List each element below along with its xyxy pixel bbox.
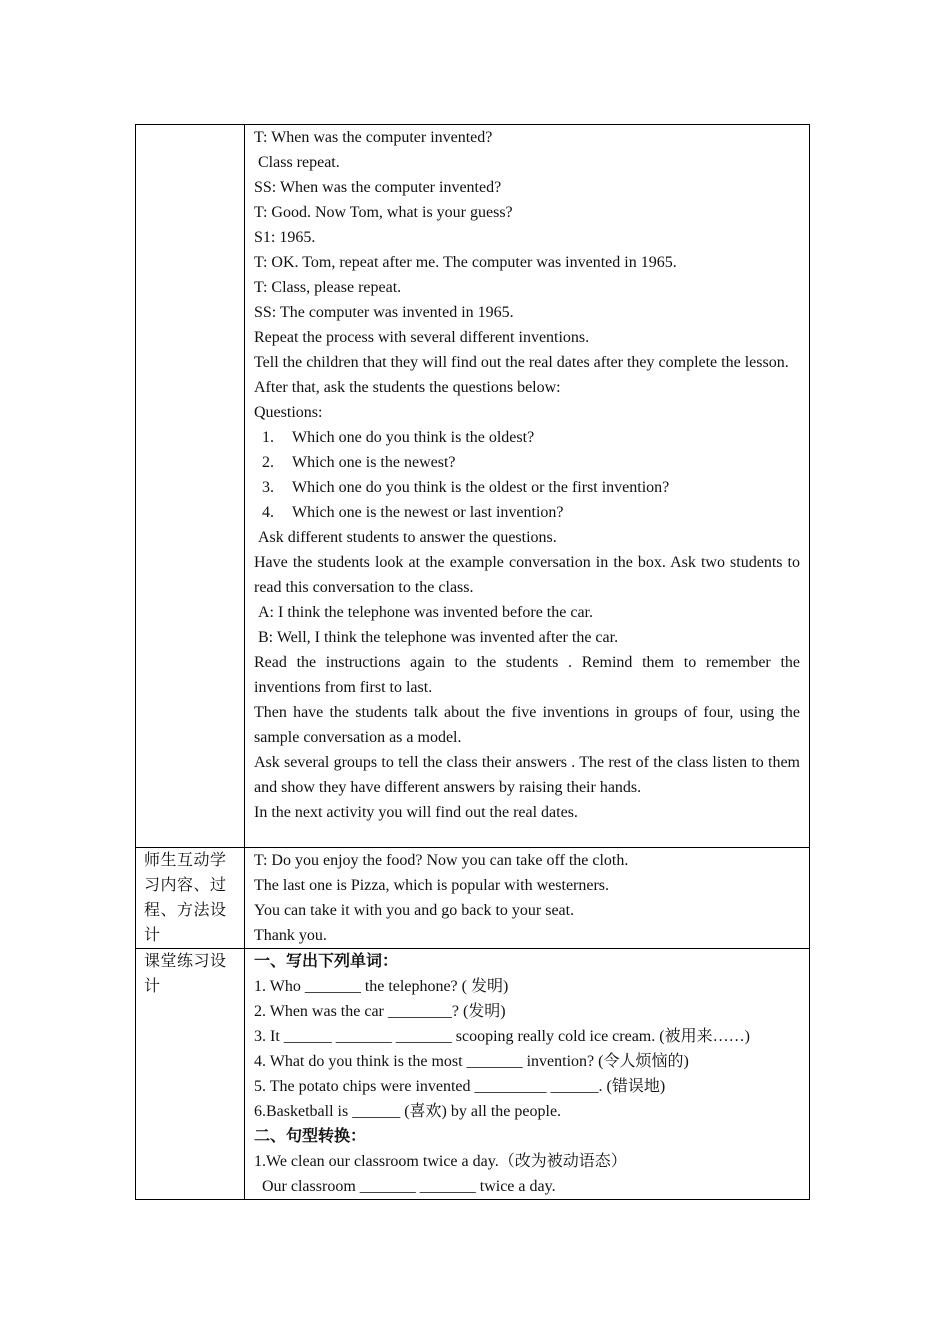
dialogue-line: SS: When was the computer invented? — [254, 179, 502, 196]
dialogue-line: SS: The computer was invented in 1965. — [254, 304, 514, 321]
row-content-cell — [245, 125, 810, 848]
exercise-item: 1.We clean our classroom twice a day.（改为被动语态） — [254, 1153, 627, 1170]
dialogue-line: T: Do you enjoy the food? Now you can take off the cloth. — [254, 852, 629, 869]
instruction-line: Read the instructions again to the students . Remind them to remember the inventions from first to last. — [254, 654, 800, 696]
row-content-cell — [245, 848, 810, 949]
row-label: 课堂练习设计 — [144, 953, 227, 995]
question-number: 3. — [262, 479, 274, 496]
exercise-item: 2. When was the car ________? (发明) — [254, 1003, 506, 1020]
questions-heading: Questions: — [254, 404, 323, 421]
dialogue-line: T: OK. Tom, repeat after me. The computer was invented in 1965. — [254, 254, 677, 271]
row-label-cell — [136, 949, 245, 1200]
conversation-line: B: Well, I think the telephone was invented after the car. — [258, 629, 619, 646]
instruction-line: In the next activity you will find out the real dates. — [254, 804, 578, 821]
question-text: Which one is the newest? — [292, 454, 456, 471]
table-row-exercises — [136, 949, 810, 1200]
conversation-line: A: I think the telephone was invented before the car. — [258, 604, 593, 621]
dialogue-line: T: When was the computer invented? — [254, 129, 493, 146]
question-number: 4. — [262, 504, 274, 521]
dialogue-line: T: Class, please repeat. — [254, 279, 402, 296]
lesson-plan-table — [135, 124, 810, 1200]
row-label-cell — [136, 848, 245, 949]
question-item — [254, 475, 800, 500]
row-label-cell — [136, 125, 245, 848]
question-number: 2. — [262, 454, 274, 471]
exercise-item: 1. Who _______ the telephone? ( 发明) — [254, 978, 509, 995]
exercise-item: Our classroom _______ _______ twice a day. — [262, 1178, 556, 1195]
instruction-line: After that, ask the students the questions below: — [254, 379, 561, 396]
dialogue-line: The last one is Pizza, which is popular with westerners. — [254, 877, 610, 894]
exercise-item: 4. What do you think is the most _______ invention? (令人烦恼的) — [254, 1053, 689, 1070]
section-title: 一、写出下列单词： — [254, 953, 399, 970]
question-item — [254, 425, 800, 450]
row-label: 师生互动学习内容、过程、方法设计 — [144, 852, 227, 944]
section-title: 二、句型转换： — [254, 1128, 367, 1145]
question-text: Which one do you think is the oldest or the first invention? — [292, 479, 670, 496]
table-row-activity — [136, 125, 810, 848]
dialogue-line: S1: 1965. — [254, 229, 316, 246]
question-text: Which one is the newest or last invention? — [292, 504, 564, 521]
instruction-line: Ask several groups to tell the class their answers . The rest of the class listen to them and show they have different answers by raising their hands. — [254, 754, 800, 796]
dialogue-line: T: Good. Now Tom, what is your guess? — [254, 204, 513, 221]
instruction-line: Tell the children that they will find out the real dates after they complete the lesson. — [254, 354, 789, 371]
question-item — [254, 500, 800, 525]
question-item — [254, 450, 800, 475]
exercise-item: 3. It ______ _______ _______ scooping really cold ice cream. (被用来……) — [254, 1028, 750, 1045]
instruction-line: Have the students look at the example conversation in the box. Ask two students to read this conversation to the class. — [254, 554, 800, 596]
dialogue-line: Thank you. — [254, 927, 327, 944]
exercise-item: 6.Basketball is ______ (喜欢) by all the people. — [254, 1103, 562, 1120]
dialogue-line: Class repeat. — [258, 154, 340, 171]
table-row-interaction — [136, 848, 810, 949]
row-content-cell — [245, 949, 810, 1200]
instruction-line: Repeat the process with several different inventions. — [254, 329, 590, 346]
instruction-line: Ask different students to answer the questions. — [258, 529, 557, 546]
question-number: 1. — [262, 429, 274, 446]
dialogue-line: You can take it with you and go back to your seat. — [254, 902, 575, 919]
question-text: Which one do you think is the oldest? — [292, 429, 535, 446]
instruction-line: Then have the students talk about the five inventions in groups of four, using the sample conversation as a model. — [254, 704, 800, 746]
exercise-item: 5. The potato chips were invented _________ ______. (错误地) — [254, 1078, 666, 1095]
